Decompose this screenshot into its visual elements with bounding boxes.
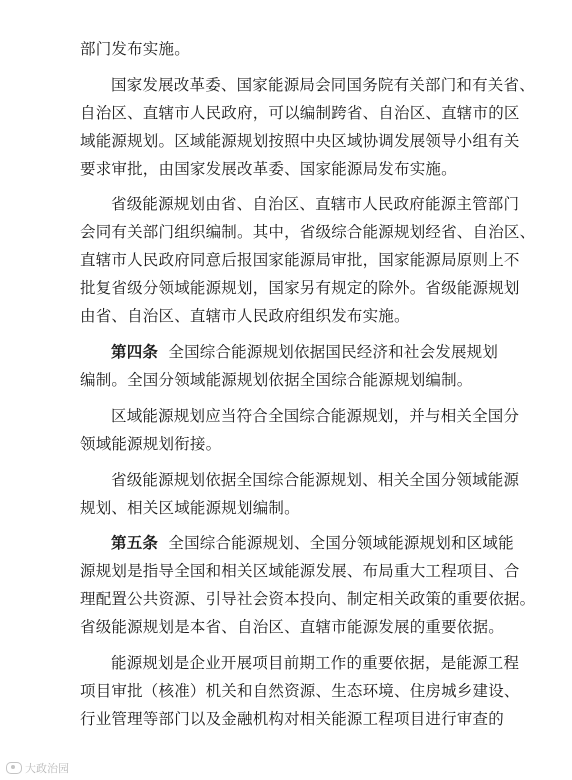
text-line: 省级能源规划依据全国综合能源规划、相关全国分领域能源 — [111, 471, 520, 489]
watermark-text: 大政治园 — [25, 762, 69, 775]
text-line: 行业管理等部门以及金融机构对相关能源工程项目进行审查的 — [80, 710, 504, 728]
text-line: 能源规划是企业开展项目前期工作的重要依据，是能源工程 — [111, 654, 520, 672]
text-line: 领域能源规划衔接。 — [80, 435, 222, 453]
text-line: 省级能源规划是本省、自治区、直辖市能源发展的重要依据。 — [80, 618, 504, 636]
text-line: 源规划是指导全国和相关区域能源发展、布局重大工程项目、合 — [80, 562, 520, 580]
watermark — [6, 760, 69, 776]
text-line: 部门发布实施。 — [80, 40, 190, 58]
text-line: 会同有关部门组织编制。其中，省级综合能源规划经省、自治区、 — [80, 223, 536, 241]
text-line: 省级能源规划由省、自治区、直辖市人民政府能源主管部门 — [111, 195, 520, 213]
text-line: 编制。全国分领域能源规划依据全国综合能源规划编制。 — [80, 371, 473, 389]
text-line: 由省、自治区、直辖市人民政府组织发布实施。 — [80, 307, 410, 325]
text-line: 国家发展改革委、国家能源局会同国务院有关部门和有关省、 — [111, 76, 535, 94]
text-line: 自治区、直辖市人民政府，可以编制跨省、自治区、直辖市的区 — [80, 104, 520, 122]
text-line: 理配置公共资源、引导社会资本投向、制定相关政策的重要依据。 — [80, 590, 536, 608]
text-line: 域能源规划。区域能源规划按照中央区域协调发展领导小组有关 — [80, 132, 520, 150]
text-line: 区域能源规划应当符合全国综合能源规划，并与相关全国分 — [111, 407, 520, 425]
article-5-line — [111, 533, 531, 553]
text-line: 规划、相关区域能源规划编制。 — [80, 499, 300, 517]
article-4-label: 第四条 — [111, 342, 159, 361]
eye-logo-icon — [6, 762, 22, 774]
article-5-label: 第五条 — [111, 533, 159, 552]
text-line: 批复省级分领域能源规划，国家另有规定的除外。省级能源规划 — [80, 279, 520, 297]
text-line: 项目审批（核准）机关和自然资源、生态环境、住房城乡建设、 — [80, 682, 520, 700]
text-line: 要求审批，由国家发展改革委、国家能源局发布实施。 — [80, 160, 457, 178]
article-4-line — [111, 342, 531, 362]
text-line: 直辖市人民政府同意后报国家能源局审批，国家能源局原则上不 — [80, 251, 520, 269]
text-line: 全国综合能源规划依据国民经济和社会发展规划 — [168, 343, 499, 361]
text-line: 全国综合能源规划、全国分领域能源规划和区域能 — [168, 534, 514, 552]
